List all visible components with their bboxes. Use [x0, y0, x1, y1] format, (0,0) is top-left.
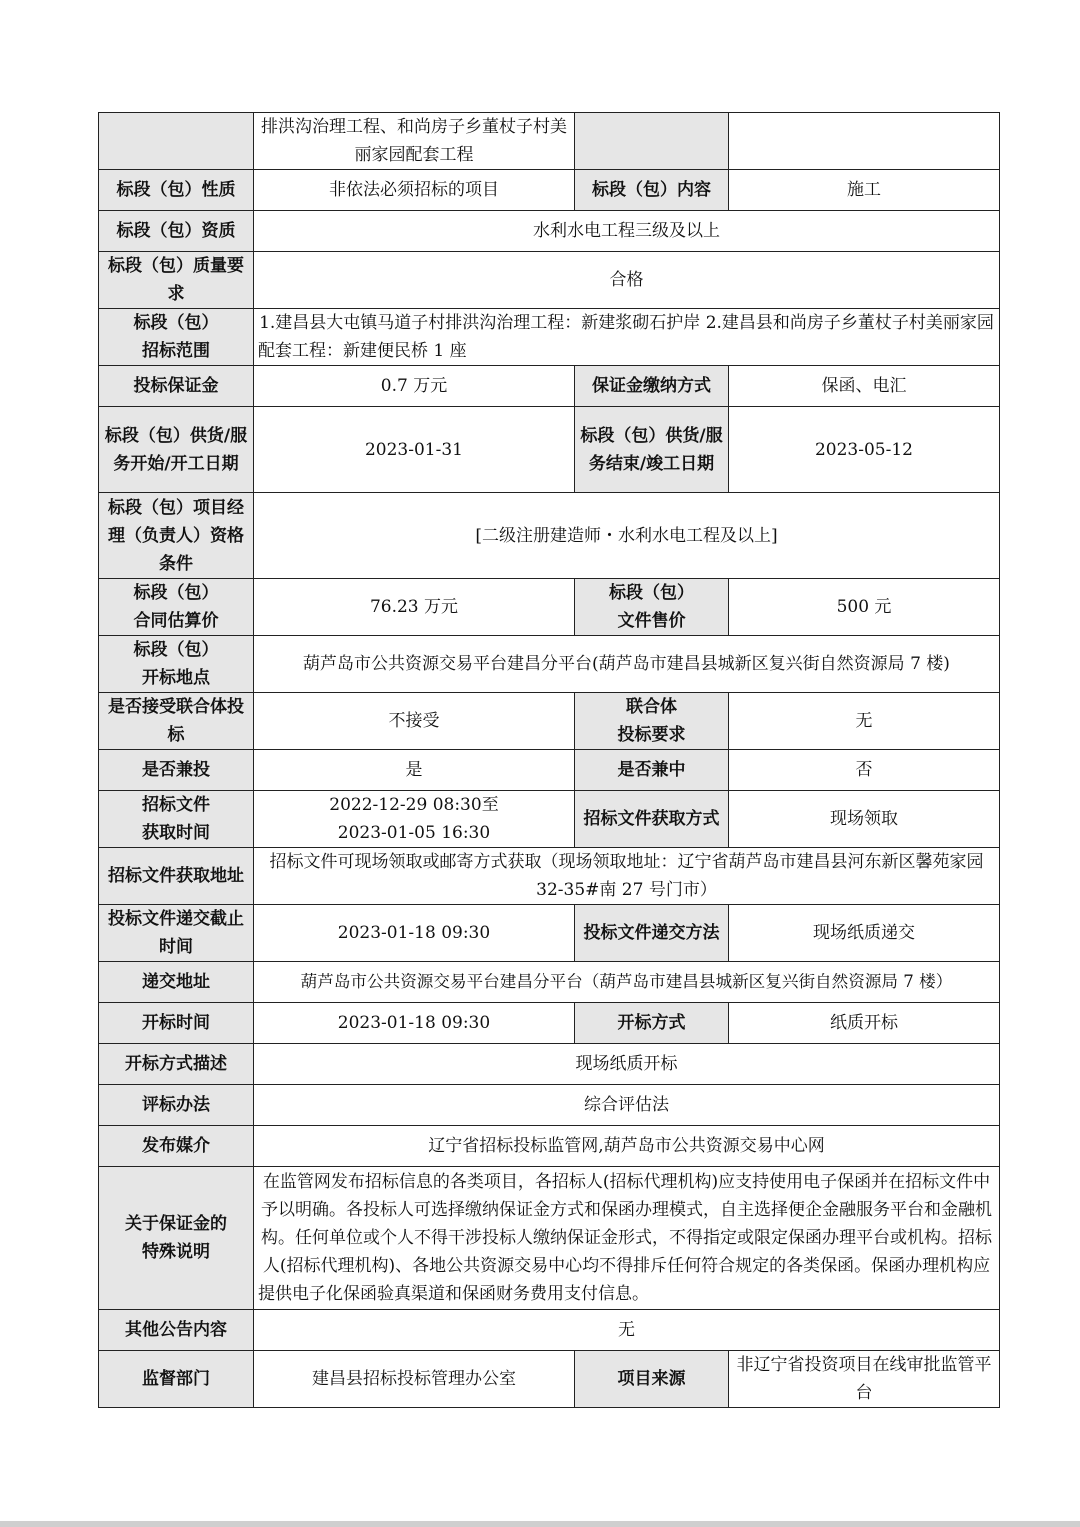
opening-place-value: 葫芦岛市公共资源交易平台建昌分平台(葫芦岛市建昌县城新区复兴街自然资源局 7 楼) [254, 636, 1000, 693]
qualification-label: 标段（包）资质 [99, 211, 254, 252]
eval-value: 综合评估法 [254, 1085, 1000, 1126]
supervisor-value: 建昌县招标投标管理办公室 [254, 1351, 575, 1408]
table-row [99, 1085, 1000, 1126]
eval-label: 评标办法 [99, 1085, 254, 1126]
scope-value: 1.建昌县大屯镇马道子村排洪沟治理工程：新建浆砌石护岸 2.建昌县和尚房子乡董杖子村美丽家园配套工程：新建便民桥 1 座 [254, 309, 1000, 366]
doc-fee-value: 500 元 [729, 579, 1000, 636]
nature-label: 标段（包）性质 [99, 170, 254, 211]
submit-deadline-value: 2023-01-18 09:30 [254, 905, 575, 962]
tender-info-table [98, 112, 1000, 1408]
table-row [99, 309, 1000, 366]
manager-label: 标段（包）项目经理（负责人）资格条件 [99, 493, 254, 579]
special-value: 在监管网发布招标信息的各类项目，各招标人(招标代理机构)应支持使用电子保函并在招标文件中予以明确。各投标人可选择缴纳保证金方式和保函办理模式，自主选择便企金融服务平台和金融机构。任何单位或个人不得干涉投标人缴纳保证金形式，不得指定或限定保函办理平台或机构。招标人(招标代理机构)、各地公共资源交易中心均不得排斥任何符合规定的各类保函。保函办理机构应提供电子化保函验真渠道和保函财务费用支付信息。 [254, 1167, 1000, 1310]
table-row [99, 848, 1000, 905]
multi-win-label: 是否兼中 [575, 750, 729, 791]
table-row [99, 1310, 1000, 1351]
table-row [99, 791, 1000, 848]
qualification-value: 水利水电工程三级及以上 [254, 211, 1000, 252]
open-method-value: 纸质开标 [729, 1003, 1000, 1044]
multi-win-value: 否 [729, 750, 1000, 791]
scope-label: 标段（包） 招标范围 [99, 309, 254, 366]
table-row [99, 962, 1000, 1003]
media-value: 辽宁省招标投标监管网,葫芦岛市公共资源交易中心网 [254, 1126, 1000, 1167]
open-method-label: 开标方式 [575, 1003, 729, 1044]
table-row [99, 1003, 1000, 1044]
table-row [99, 252, 1000, 309]
table-row [99, 750, 1000, 791]
end-date-label: 标段（包）供货/服务结束/竣工日期 [575, 407, 729, 493]
blank-label-cell [575, 113, 729, 170]
supervisor-label: 监督部门 [99, 1351, 254, 1408]
deposit-label: 投标保证金 [99, 366, 254, 407]
submit-addr-label: 递交地址 [99, 962, 254, 1003]
submit-method-value: 现场纸质递交 [729, 905, 1000, 962]
table-row [99, 636, 1000, 693]
price-value: 76.23 万元 [254, 579, 575, 636]
deposit-value: 0.7 万元 [254, 366, 575, 407]
content-value: 施工 [729, 170, 1000, 211]
deposit-method-label: 保证金缴纳方式 [575, 366, 729, 407]
open-desc-value: 现场纸质开标 [254, 1044, 1000, 1085]
consortium-label: 是否接受联合体投标 [99, 693, 254, 750]
multi-bid-value: 是 [254, 750, 575, 791]
opening-place-label: 标段（包） 开标地点 [99, 636, 254, 693]
table-row [99, 211, 1000, 252]
doc-time-label: 招标文件 获取时间 [99, 791, 254, 848]
doc-addr-value: 招标文件可现场领取或邮寄方式获取（现场领取地址：辽宁省葫芦岛市建昌县河东新区馨苑家园 32-35#南 27 号门市） [254, 848, 1000, 905]
source-label: 项目来源 [575, 1351, 729, 1408]
media-label: 发布媒介 [99, 1126, 254, 1167]
table-row [99, 493, 1000, 579]
page-bottom-edge [0, 1521, 1080, 1527]
consortium-value: 不接受 [254, 693, 575, 750]
table-row [99, 579, 1000, 636]
other-value: 无 [254, 1310, 1000, 1351]
table-row [99, 366, 1000, 407]
special-label: 关于保证金的 特殊说明 [99, 1167, 254, 1310]
quality-label: 标段（包）质量要求 [99, 252, 254, 309]
table-row [99, 407, 1000, 493]
table-row [99, 1126, 1000, 1167]
open-desc-label: 开标方式描述 [99, 1044, 254, 1085]
submit-deadline-label: 投标文件递交截止时间 [99, 905, 254, 962]
table-row [99, 170, 1000, 211]
source-value: 非辽宁省投资项目在线审批监管平台 [729, 1351, 1000, 1408]
blank-label-cell [99, 113, 254, 170]
submit-method-label: 投标文件递交方法 [575, 905, 729, 962]
table-row [99, 693, 1000, 750]
start-date-label: 标段（包）供货/服务开始/开工日期 [99, 407, 254, 493]
doc-time-value: 2022-12-29 08:30至 2023-01-05 16:30 [254, 791, 575, 848]
nature-value: 非依法必须招标的项目 [254, 170, 575, 211]
table-row [99, 113, 1000, 170]
multi-bid-label: 是否兼投 [99, 750, 254, 791]
quality-value: 合格 [254, 252, 1000, 309]
content-label: 标段（包）内容 [575, 170, 729, 211]
open-time-label: 开标时间 [99, 1003, 254, 1044]
start-date-value: 2023-01-31 [254, 407, 575, 493]
project-name-cont: 排洪沟治理工程、和尚房子乡董杖子村美丽家园配套工程 [254, 113, 575, 170]
blank-value-cell [729, 113, 1000, 170]
doc-method-label: 招标文件获取方式 [575, 791, 729, 848]
price-label: 标段（包） 合同估算价 [99, 579, 254, 636]
table-row [99, 1044, 1000, 1085]
doc-addr-label: 招标文件获取地址 [99, 848, 254, 905]
submit-addr-value: 葫芦岛市公共资源交易平台建昌分平台（葫芦岛市建昌县城新区复兴街自然资源局 7 楼） [254, 962, 1000, 1003]
table-row [99, 905, 1000, 962]
table-row [99, 1167, 1000, 1310]
manager-value: [二级注册建造师・水利水电工程及以上] [254, 493, 1000, 579]
consortium-req-value: 无 [729, 693, 1000, 750]
open-time-value: 2023-01-18 09:30 [254, 1003, 575, 1044]
doc-fee-label: 标段（包） 文件售价 [575, 579, 729, 636]
end-date-value: 2023-05-12 [729, 407, 1000, 493]
consortium-req-label: 联合体 投标要求 [575, 693, 729, 750]
deposit-method-value: 保函、电汇 [729, 366, 1000, 407]
other-label: 其他公告内容 [99, 1310, 254, 1351]
table-row [99, 1351, 1000, 1408]
doc-method-value: 现场领取 [729, 791, 1000, 848]
